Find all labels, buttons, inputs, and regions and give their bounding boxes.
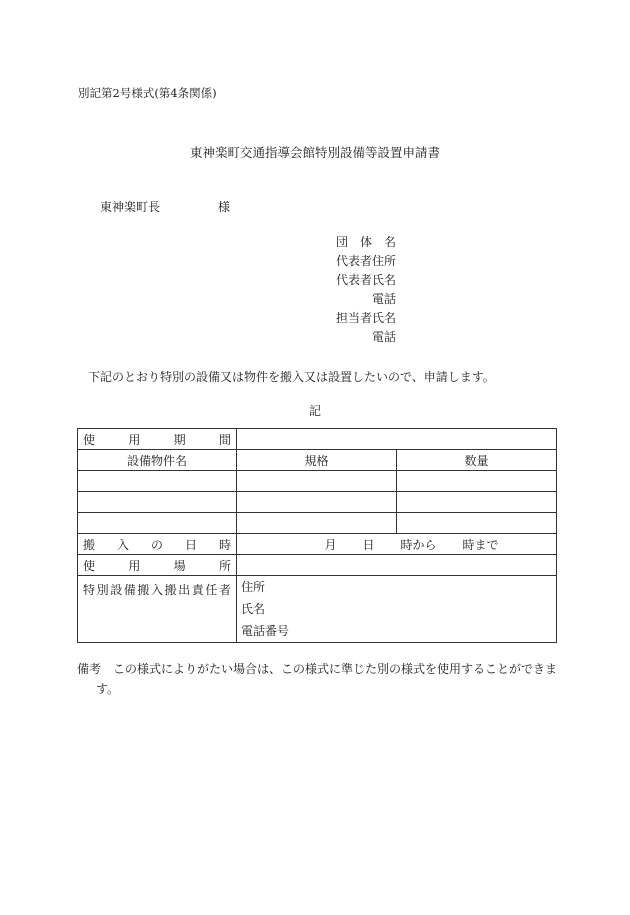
addressee-suffix: 様 [218, 200, 231, 214]
applicant-rep-name-label: 代表者氏名 [336, 273, 397, 287]
ki-heading: 記 [308, 404, 321, 418]
responsible-name-label: 氏名 [241, 602, 266, 616]
addressee [100, 198, 230, 215]
item-name-field[interactable] [78, 513, 237, 534]
item-qty-field[interactable] [397, 492, 557, 513]
item-qty-field[interactable] [397, 471, 557, 492]
applicant-rep-phone-label: 電話 [371, 292, 396, 306]
carry-in-row [78, 534, 557, 555]
form-id-label: 別記第2号様式(第4条関係) [78, 86, 217, 100]
item-row [78, 471, 557, 492]
until-hour-unit: 時まで [462, 537, 499, 552]
place-field[interactable] [237, 555, 557, 576]
responsible-label: 特別設備搬入搬出責任者 [78, 576, 237, 643]
application-table [77, 428, 557, 643]
item-row [78, 492, 557, 513]
item-spec-field[interactable] [237, 513, 397, 534]
day-unit: 日 [362, 537, 375, 552]
spec-header: 規格 [237, 450, 397, 471]
place-label: 使用場所 [78, 555, 237, 576]
item-name-field[interactable] [78, 471, 237, 492]
item-qty-field[interactable] [397, 513, 557, 534]
applicant-group-label: 団 体 名 [336, 235, 397, 249]
place-row [78, 555, 557, 576]
carry-in-datetime-field[interactable] [237, 534, 557, 555]
applicant-contact-phone-label: 電話 [371, 330, 396, 344]
applicant-block [336, 233, 396, 347]
responsible-row [78, 576, 557, 643]
item-name-field[interactable] [78, 492, 237, 513]
addressee-name: 東神楽町長 [100, 200, 161, 214]
remarks-head: 備考 [77, 662, 102, 676]
item-spec-field[interactable] [237, 492, 397, 513]
remarks-text: この様式によりがたい場合は、この様式に準じた別の様式を使用することができま [113, 662, 558, 676]
applicant-address-label: 代表者住所 [336, 254, 397, 268]
period-row [78, 429, 557, 450]
item-spec-field[interactable] [237, 471, 397, 492]
item-row [78, 513, 557, 534]
qty-header: 数量 [397, 450, 557, 471]
remarks [77, 659, 557, 699]
carry-in-label: 搬入の日時 [78, 534, 237, 555]
remarks-text-continued: す。 [96, 682, 120, 696]
from-hour-unit: 時から [400, 537, 437, 552]
responsible-address-label: 住所 [241, 580, 266, 594]
item-header: 設備物件名 [78, 450, 237, 471]
period-field[interactable] [237, 429, 557, 450]
document-title: 東神楽町交通指導会館特別設備等設置申請書 [189, 145, 440, 160]
item-header-row [78, 450, 557, 471]
applicant-contact-name-label: 担当者氏名 [336, 311, 397, 325]
intro-text: 下記のとおり特別の設備又は物件を搬入又は設置したいので、申請します。 [88, 370, 495, 384]
period-label: 使用期間 [78, 429, 237, 450]
month-unit: 月 [324, 537, 337, 552]
responsible-fields[interactable] [237, 576, 557, 643]
responsible-phone-label: 電話番号 [241, 624, 290, 638]
